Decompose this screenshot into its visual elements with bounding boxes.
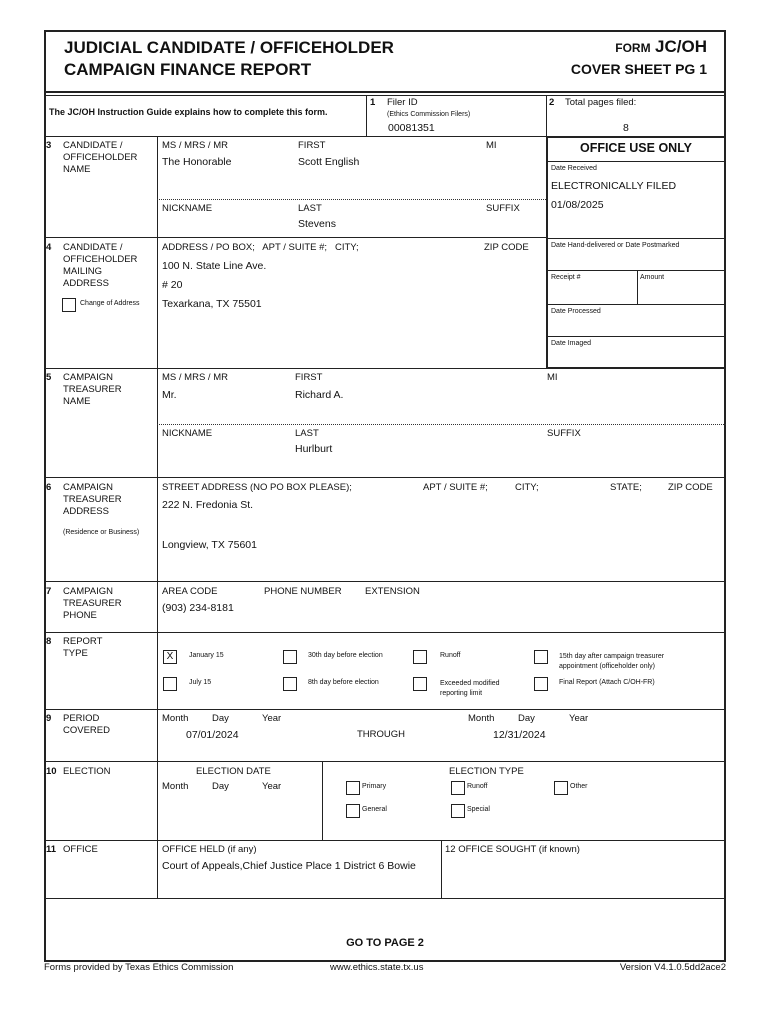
s8-num: 8 xyxy=(46,636,52,647)
final-report-label: Final Report (Attach C/OH-FR) xyxy=(559,679,655,686)
jan15-label: January 15 xyxy=(189,652,224,659)
form-code-block xyxy=(615,37,707,57)
change-of-address-label: Change of Address xyxy=(80,300,140,307)
office-sought-label: 12 OFFICE SOUGHT (if known) xyxy=(445,844,580,855)
candidate-last-name: Stevens xyxy=(298,218,336,230)
footer-provided: Forms provided by Texas Ethics Commission xyxy=(44,962,234,973)
s11-divider xyxy=(44,898,726,899)
candidate-address-line3: Texarkana, TX 75501 xyxy=(162,298,262,310)
filer-id-value: 00081351 xyxy=(388,122,435,134)
s7-divider xyxy=(44,632,726,633)
footer-version: Version V4.1.0.5dd2ace2 xyxy=(619,962,726,973)
s8-label-2: TYPE xyxy=(63,648,88,659)
candidate-salutation: The Honorable xyxy=(162,156,232,168)
candidate-address-line2: # 20 xyxy=(162,279,183,291)
s10-divider xyxy=(44,840,726,841)
office-use-divider-3 xyxy=(546,270,726,271)
jan15-checkbox[interactable]: X xyxy=(163,650,177,664)
hand-delivered-label: Date Hand-delivered or Date Postmarked xyxy=(551,242,680,249)
date-imaged-label: Date Imaged xyxy=(551,340,592,347)
treasurer-salutation: Mr. xyxy=(162,389,177,401)
day30-label: 30th day before election xyxy=(308,652,383,659)
filer-sub: (Ethics Commission Filers) xyxy=(387,111,471,118)
period-from: 07/01/2024 xyxy=(186,729,239,741)
candidate-address-line1: 100 N. State Line Ave. xyxy=(162,260,267,272)
s9-year-label-2: Year xyxy=(569,713,589,724)
day30-checkbox[interactable] xyxy=(283,650,297,664)
s9-divider xyxy=(44,761,726,762)
exceeded-label-1: Exceeded modified xyxy=(440,680,500,687)
go-to-page-2: GO TO PAGE 2 xyxy=(346,937,424,949)
candidate-first-name: Scott English xyxy=(298,156,360,168)
s7-ext-label: EXTENSION xyxy=(365,586,420,597)
s10-day-label: Day xyxy=(212,781,229,792)
s9-label-2: COVERED xyxy=(63,725,110,736)
s9-month-label-1: Month xyxy=(162,713,189,724)
day15-label-2: appointment (officeholder only) xyxy=(559,663,655,670)
s5-divider xyxy=(44,477,726,478)
treasurer-address-line2: Longview, TX 75601 xyxy=(162,539,257,551)
s4-label-2: OFFICEHOLDER xyxy=(63,254,138,265)
s3-ms-label: MS / MRS / MR xyxy=(162,140,228,151)
s6-state-label: STATE; xyxy=(610,482,642,493)
s7-label-1: CAMPAIGN xyxy=(63,586,113,597)
s4-label-4: ADDRESS xyxy=(63,278,109,289)
s11-label: OFFICE xyxy=(63,844,98,855)
runoff-report-label: Runoff xyxy=(440,652,461,659)
s4-num: 4 xyxy=(46,242,52,253)
header-divider xyxy=(44,91,726,93)
s5-label-1: CAMPAIGN xyxy=(63,372,113,383)
filer-num: 1 xyxy=(370,97,376,108)
s4-label xyxy=(63,242,137,290)
pages-num: 2 xyxy=(549,97,555,108)
s6-label-2: TREASURER xyxy=(63,494,122,505)
s3-divider xyxy=(44,237,546,238)
primary-label: Primary xyxy=(362,783,387,790)
amount-label: Amount xyxy=(640,274,665,281)
runoff-election-label: Runoff xyxy=(467,783,488,790)
runoff-election-checkbox[interactable] xyxy=(451,781,465,795)
period-to: 12/31/2024 xyxy=(493,729,546,741)
date-received-value: 01/08/2025 xyxy=(551,199,604,211)
s8-divider xyxy=(44,709,726,710)
s10-month-label: Month xyxy=(162,781,189,792)
s4-label-1: CANDIDATE / xyxy=(63,242,123,253)
instruction-text: The JC/OH Instruction Guide explains how to complete this form. xyxy=(49,107,328,117)
office-held-label: OFFICE HELD (if any) xyxy=(162,844,257,855)
s6-apt-label: APT / SUITE #; xyxy=(423,482,488,493)
s9-label xyxy=(63,713,110,737)
s10-year-label: Year xyxy=(262,781,282,792)
day8-label: 8th day before election xyxy=(308,679,379,686)
receipt-amount-divider xyxy=(637,270,638,304)
s3-label-1: CANDIDATE / xyxy=(63,140,123,151)
filer-divider xyxy=(366,95,367,136)
s5-nickname-label: NICKNAME xyxy=(162,428,213,439)
s8-label-1: REPORT xyxy=(63,636,103,647)
s7-phone-label: PHONE NUMBER xyxy=(264,586,342,597)
s10-divider-vertical xyxy=(322,761,323,840)
s5-suffix-label: SUFFIX xyxy=(547,428,581,439)
s5-dotted-divider xyxy=(157,424,726,425)
pages-label: Total pages filed: xyxy=(565,97,637,108)
form-word: FORM xyxy=(615,41,651,55)
s3-dotted-divider xyxy=(157,199,546,200)
exceeded-checkbox[interactable] xyxy=(413,677,427,691)
s3-num: 3 xyxy=(46,140,52,151)
s3-label-2: OFFICEHOLDER xyxy=(63,152,138,163)
exceeded-label xyxy=(440,679,500,699)
primary-checkbox[interactable] xyxy=(346,781,360,795)
exceeded-label-2: reporting limit xyxy=(440,690,483,697)
election-type-label: ELECTION TYPE xyxy=(449,766,524,777)
day15-checkbox[interactable] xyxy=(534,650,548,664)
footer-url[interactable]: www.ethics.state.tx.us xyxy=(330,962,424,973)
office-use-title: OFFICE USE ONLY xyxy=(579,141,693,155)
day15-label xyxy=(559,652,664,672)
s5-mi-label: MI xyxy=(547,372,558,383)
other-checkbox[interactable] xyxy=(554,781,568,795)
runoff-report-checkbox[interactable] xyxy=(413,650,427,664)
s9-label-1: PERIOD xyxy=(63,713,100,724)
day15-label-1: 15th day after campaign treasurer xyxy=(559,653,665,660)
s9-day-label-1: Day xyxy=(212,713,229,724)
special-label: Special xyxy=(467,806,490,813)
form-code: JC/OH xyxy=(655,37,707,56)
s7-area-label: AREA CODE xyxy=(162,586,218,597)
change-of-address-checkbox[interactable] xyxy=(62,298,76,312)
s5-label xyxy=(63,372,122,408)
s7-label-2: TREASURER xyxy=(63,598,122,609)
form-title-line1: JUDICIAL CANDIDATE / OFFICEHOLDER xyxy=(64,38,394,57)
pages-value: 8 xyxy=(623,122,629,134)
s4-divider xyxy=(44,368,726,369)
s3-label-3: NAME xyxy=(63,164,91,175)
day8-checkbox[interactable] xyxy=(283,677,297,691)
receipt-label: Receipt # xyxy=(551,274,581,281)
s5-label-2: TREASURER xyxy=(63,384,122,395)
form-title-line2: CAMPAIGN FINANCE REPORT xyxy=(64,60,312,79)
s3-label xyxy=(63,140,137,176)
s6-street-label: STREET ADDRESS (NO PO BOX PLEASE); xyxy=(162,482,352,493)
s11-num: 11 xyxy=(46,844,57,855)
jul15-label: July 15 xyxy=(189,679,212,686)
s5-ms-label: MS / MRS / MR xyxy=(162,372,228,383)
s4-address-label: ADDRESS / PO BOX; APT / SUITE #; CITY; xyxy=(162,242,359,253)
treasurer-first-name: Richard A. xyxy=(295,389,344,401)
treasurer-phone: (903) 234-8181 xyxy=(162,602,234,614)
s9-day-label-2: Day xyxy=(518,713,535,724)
s8-label xyxy=(63,636,102,660)
treasurer-last-name: Hurlburt xyxy=(295,443,333,455)
other-label: Other xyxy=(570,783,588,790)
final-report-checkbox[interactable] xyxy=(534,677,548,691)
s5-num: 5 xyxy=(46,372,52,383)
s7-label xyxy=(63,586,122,622)
date-received-label: Date Received xyxy=(551,165,597,172)
s7-label-3: PHONE xyxy=(63,610,97,621)
office-use-divider-5 xyxy=(546,336,726,337)
treasurer-address-line1: 222 N. Fredonia St. xyxy=(162,499,254,511)
s10-label: ELECTION xyxy=(63,766,111,777)
special-checkbox[interactable] xyxy=(451,804,465,818)
s4-label-3: MAILING xyxy=(63,266,103,277)
s9-month-label-2: Month xyxy=(468,713,495,724)
s3-nickname-label: NICKNAME xyxy=(162,203,213,214)
pages-divider xyxy=(546,95,547,136)
s6-label xyxy=(63,482,122,518)
s6-label-sub: (Residence or Business) xyxy=(63,529,140,536)
label-column-divider xyxy=(157,136,158,899)
office-use-divider-4 xyxy=(546,304,726,305)
general-label: General xyxy=(362,806,387,813)
date-processed-label: Date Processed xyxy=(551,308,601,315)
s6-city-label: CITY; xyxy=(515,482,539,493)
office-use-divider-2 xyxy=(546,238,726,239)
s9-year-label-1: Year xyxy=(262,713,282,724)
electronically-filed: ELECTRONICALLY FILED xyxy=(551,180,677,192)
jul15-checkbox[interactable] xyxy=(163,677,177,691)
s10-num: 10 xyxy=(46,766,57,777)
s6-num: 6 xyxy=(46,482,52,493)
s6-divider xyxy=(44,581,726,582)
s3-first-label: FIRST xyxy=(298,140,326,151)
s3-mi-label: MI xyxy=(486,140,497,151)
office-held-value: Court of Appeals,Chief Justice Place 1 District 6 Bowie xyxy=(162,860,416,872)
general-checkbox[interactable] xyxy=(346,804,360,818)
s3-last-label: LAST xyxy=(298,203,322,214)
s3-suffix-label: SUFFIX xyxy=(486,203,520,214)
s6-label-3: ADDRESS xyxy=(63,506,109,517)
through-label: THROUGH xyxy=(357,729,406,740)
s9-num: 9 xyxy=(46,713,52,724)
header-divider-2 xyxy=(44,95,726,96)
office-use-divider-1 xyxy=(546,161,726,162)
filer-label: Filer ID xyxy=(387,97,418,108)
s7-num: 7 xyxy=(46,586,52,597)
election-date-label: ELECTION DATE xyxy=(196,766,271,777)
s5-first-label: FIRST xyxy=(295,372,323,383)
s4-zip-label: ZIP CODE xyxy=(484,242,529,253)
s5-label-3: NAME xyxy=(63,396,91,407)
s6-zip-label: ZIP CODE xyxy=(668,482,713,493)
s6-label-1: CAMPAIGN xyxy=(63,482,113,493)
s5-last-label: LAST xyxy=(295,428,319,439)
s11-divider-vertical xyxy=(441,840,442,898)
cover-sheet-label: COVER SHEET PG 1 xyxy=(570,61,707,77)
